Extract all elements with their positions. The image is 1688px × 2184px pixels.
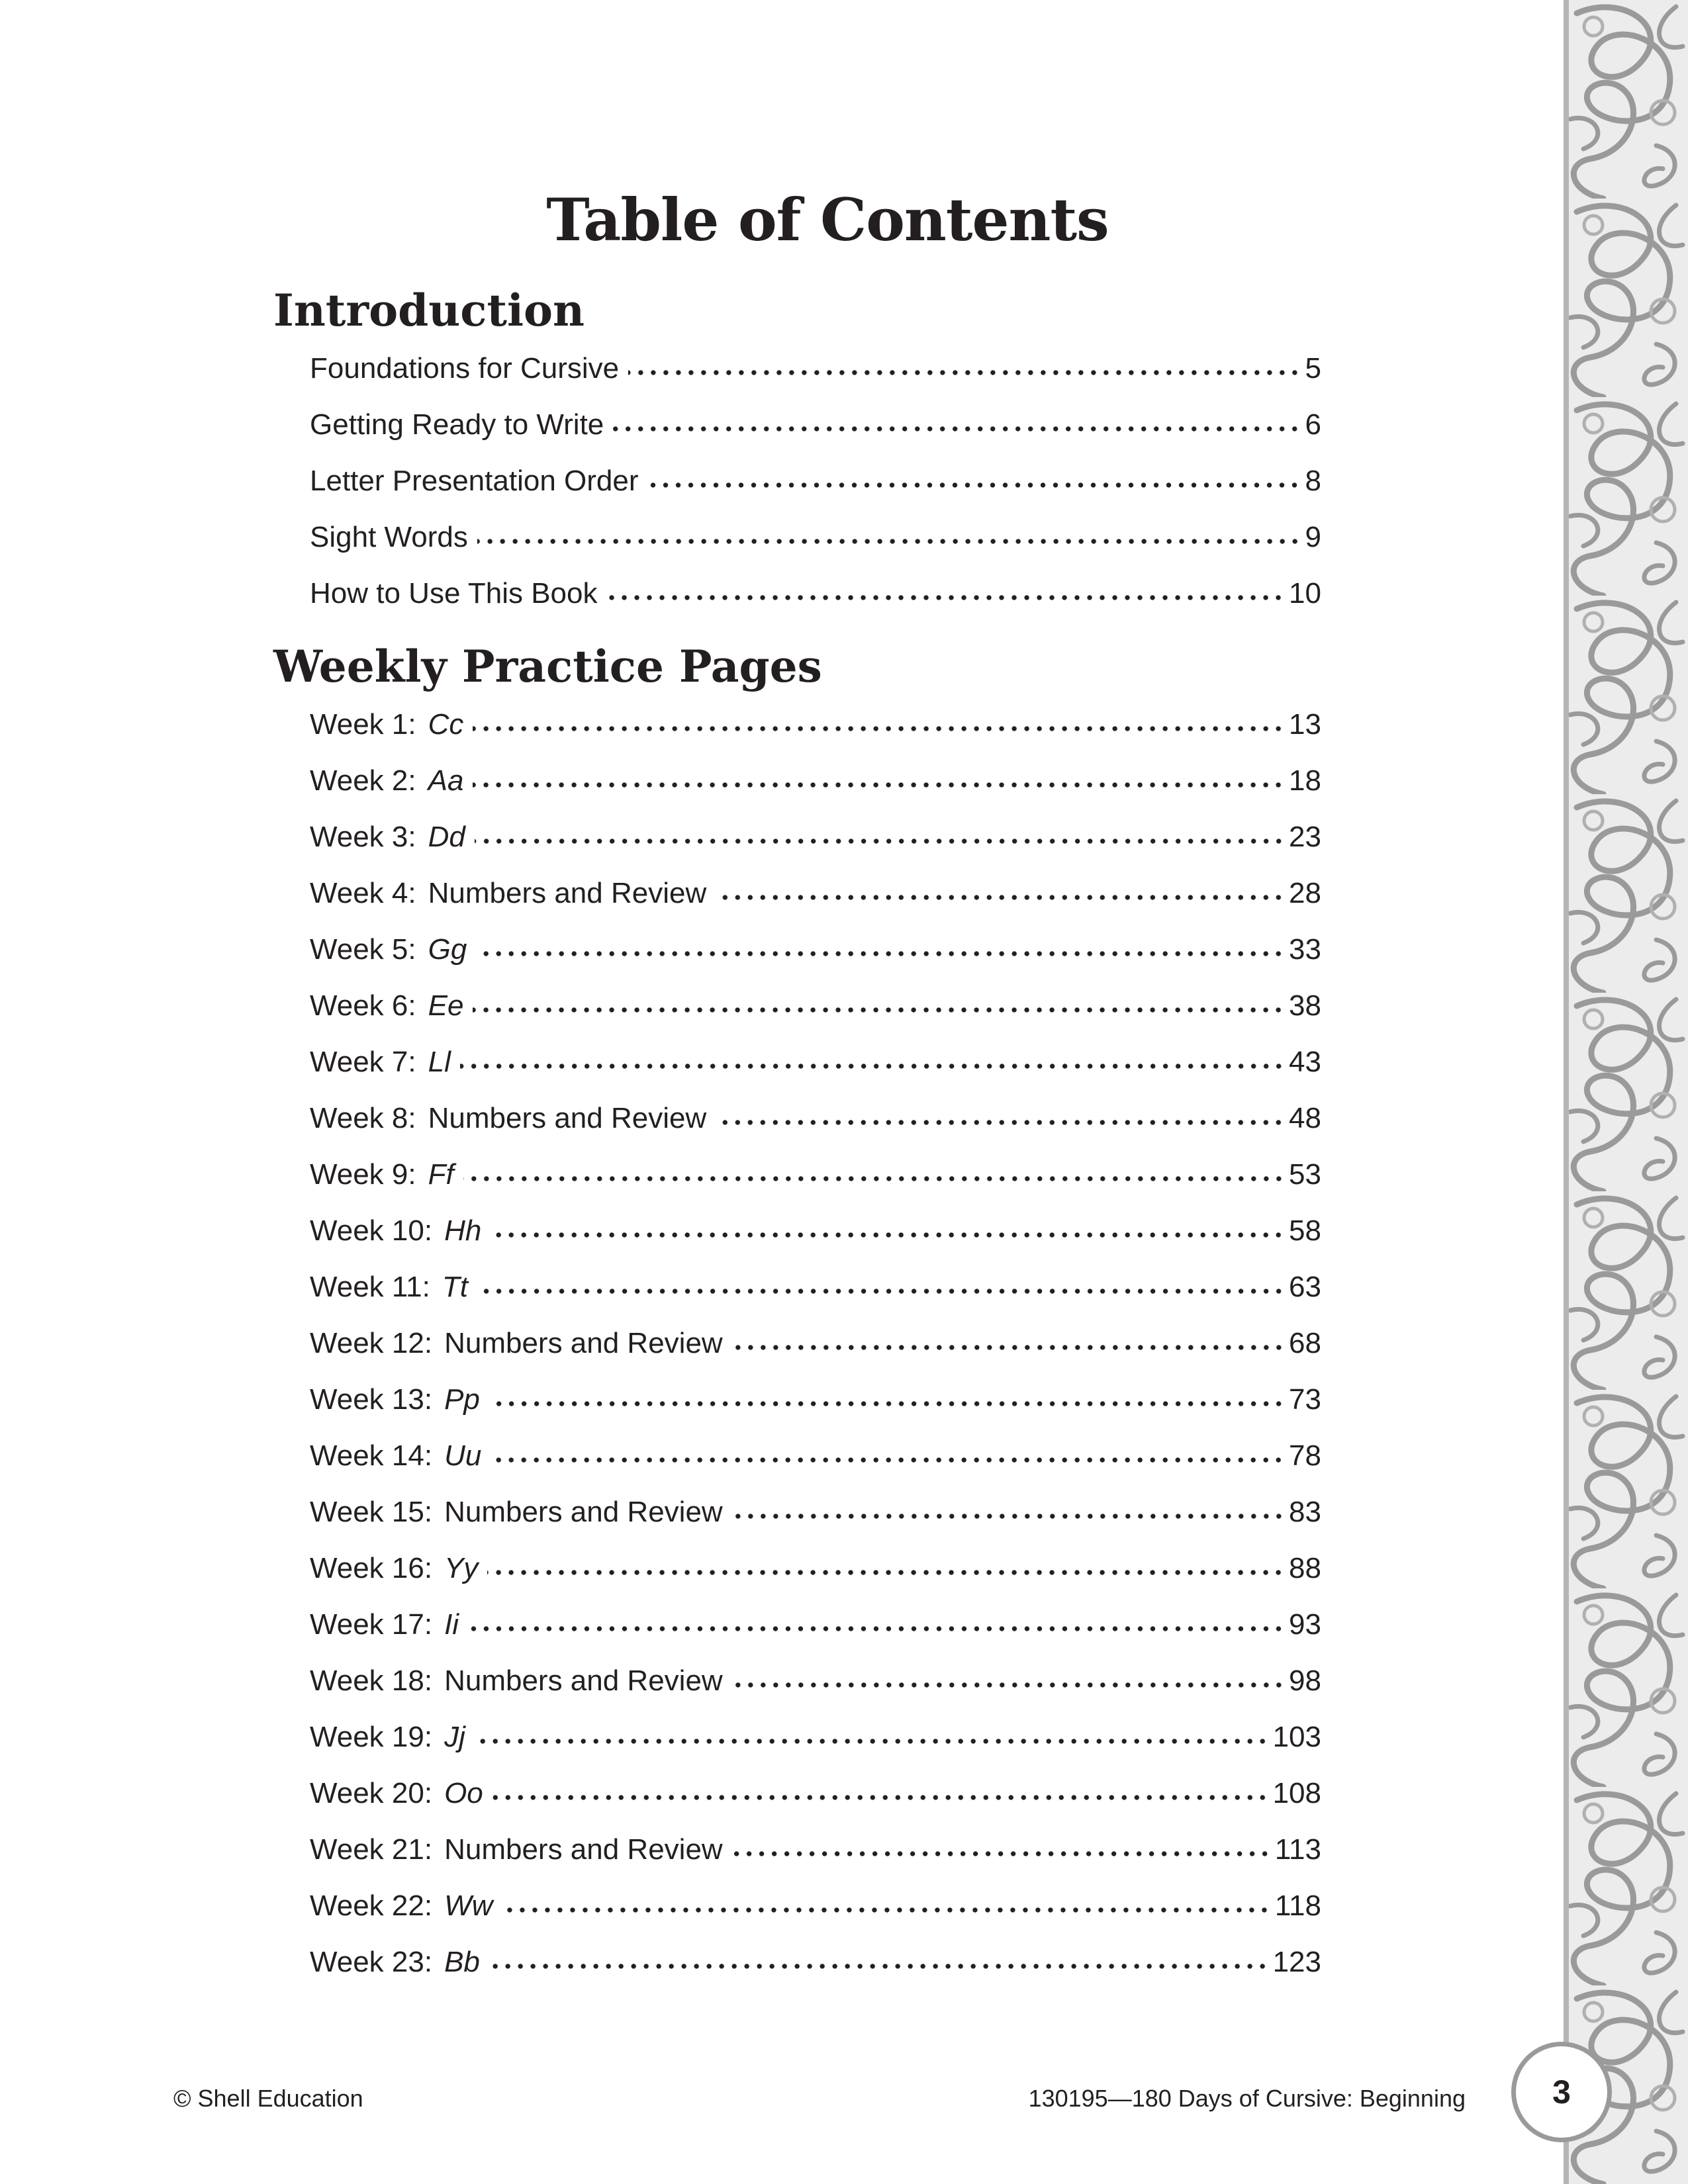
toc-entry [310, 1102, 1321, 1158]
toc-entry-label [310, 1102, 706, 1135]
week-number: Week 20: [310, 1777, 433, 1809]
toc-entry [310, 708, 1321, 764]
dot-leader [606, 594, 1285, 602]
week-topic: Uu [444, 1439, 482, 1472]
toc-page-number: 73 [1289, 1383, 1321, 1416]
toc-page-number: 13 [1289, 708, 1321, 741]
toc-page-number: 88 [1289, 1552, 1321, 1584]
toc-entry [310, 1777, 1321, 1833]
toc-entry [310, 1327, 1321, 1383]
toc-entry [310, 1889, 1321, 1946]
toc-entry-label [310, 1046, 451, 1079]
dot-leader [475, 837, 1285, 845]
week-topic: Numbers and Review [444, 1496, 723, 1528]
week-number: Week 14: [310, 1439, 433, 1472]
toc-page-number: 78 [1289, 1439, 1321, 1472]
toc-entry-label [310, 1327, 723, 1360]
toc-page-number: 103 [1272, 1721, 1321, 1753]
toc-page-number: 43 [1289, 1046, 1321, 1078]
week-topic: Tt [442, 1271, 468, 1303]
toc-entry [310, 1496, 1321, 1552]
footer-book-title: 130195—180 Days of Cursive: Beginning [1028, 2085, 1466, 2112]
dot-leader [491, 1231, 1285, 1239]
toc-page-number: 5 [1305, 352, 1321, 385]
toc-entry [310, 1158, 1321, 1214]
toc-entry [310, 1046, 1321, 1102]
toc-entry-label [310, 1383, 480, 1416]
page-title: Table of Contents [546, 185, 1109, 254]
footer-publisher: © Shell Education [173, 2085, 363, 2112]
toc-entry [310, 989, 1321, 1046]
week-topic: Oo [444, 1777, 483, 1809]
toc-list-introduction [310, 352, 1321, 633]
dot-leader [732, 1681, 1285, 1689]
week-topic: Ii [444, 1608, 459, 1641]
dot-leader [732, 1512, 1285, 1520]
toc-entry-label [310, 1889, 492, 1923]
toc-entry [310, 1439, 1321, 1496]
toc-entry-label [310, 1777, 483, 1810]
toc-entry [310, 877, 1321, 933]
week-topic: Yy [444, 1552, 479, 1584]
week-topic: Pp [444, 1383, 480, 1416]
toc-entry-label [310, 933, 467, 966]
week-number: Week 6: [310, 989, 416, 1022]
toc-entry [310, 352, 1321, 408]
week-topic: Dd [428, 821, 465, 853]
toc-entry [310, 764, 1321, 821]
toc-entry-label [310, 1439, 481, 1473]
week-topic: Gg [428, 933, 467, 966]
toc-page-number: 18 [1289, 764, 1321, 797]
toc-entry-label: How to Use This Book [310, 577, 598, 610]
border-edge-line [1564, 0, 1569, 2184]
toc-entry [310, 408, 1321, 465]
week-number: Week 9: [310, 1158, 416, 1191]
toc-entry-label [310, 708, 463, 741]
week-number: Week 5: [310, 933, 416, 966]
toc-page-number: 48 [1289, 1102, 1321, 1134]
toc-page-number: 6 [1305, 408, 1321, 441]
dot-leader [476, 950, 1285, 958]
week-topic: Ww [444, 1889, 493, 1922]
dot-leader [732, 1850, 1271, 1858]
toc-page-number: 28 [1289, 877, 1321, 909]
toc-page-number: 63 [1289, 1271, 1321, 1303]
dot-leader [732, 1343, 1285, 1351]
toc-entry-label [310, 1946, 480, 1979]
week-number: Week 22: [310, 1889, 433, 1922]
dot-leader [489, 1962, 1269, 1970]
week-number: Week 13: [310, 1383, 433, 1416]
toc-page-number: 83 [1289, 1496, 1321, 1528]
toc-entry-label: Letter Presentation Order [310, 465, 639, 497]
toc-entry-label [310, 1552, 478, 1585]
week-topic: Numbers and Review [428, 877, 707, 909]
toc-entry [310, 1552, 1321, 1608]
week-number: Week 21: [310, 1833, 433, 1866]
toc-entry [310, 577, 1321, 633]
toc-page-number: 113 [1274, 1833, 1321, 1866]
dot-leader [716, 1118, 1285, 1126]
dot-leader [716, 893, 1285, 901]
toc-entry-label [310, 821, 465, 854]
toc-entry [310, 1608, 1321, 1664]
dot-leader [473, 725, 1285, 733]
week-topic: Numbers and Review [444, 1664, 723, 1697]
toc-entry-label [310, 764, 463, 797]
toc-page-number: 38 [1289, 989, 1321, 1022]
week-number: Week 23: [310, 1946, 433, 1978]
toc-entry-label [310, 877, 706, 910]
dot-leader [491, 1456, 1285, 1464]
toc-entry-label: Foundations for Cursive [310, 352, 620, 385]
dot-leader [473, 1006, 1285, 1014]
toc-entry [310, 1664, 1321, 1721]
toc-entry-label [310, 1496, 723, 1529]
dot-leader [473, 781, 1285, 789]
toc-page-number: 98 [1289, 1664, 1321, 1697]
week-number: Week 15: [310, 1496, 433, 1528]
toc-list-weekly-practice [310, 708, 1321, 2002]
week-topic: Numbers and Review [428, 1102, 707, 1134]
week-topic: Ff [428, 1158, 454, 1191]
toc-entry [310, 521, 1321, 577]
toc-entry [310, 1721, 1321, 1777]
dot-leader [487, 1569, 1285, 1576]
week-number: Week 19: [310, 1721, 433, 1753]
toc-entry-label [310, 989, 463, 1023]
toc-entry-label [310, 1664, 723, 1698]
toc-entry-label [310, 1158, 454, 1191]
toc-page-number: 53 [1289, 1158, 1321, 1191]
toc-page-number: 93 [1289, 1608, 1321, 1641]
toc-page-number: 9 [1305, 521, 1321, 553]
week-number: Week 3: [310, 821, 416, 853]
toc-entry-label: Getting Ready to Write [310, 408, 604, 441]
week-number: Week 12: [310, 1327, 433, 1359]
dot-leader [463, 1175, 1285, 1183]
dot-leader [477, 1287, 1285, 1295]
dot-leader [628, 369, 1301, 377]
toc-page-number: 58 [1289, 1214, 1321, 1247]
section-heading-introduction: Introduction [273, 285, 585, 336]
week-topic: Ee [428, 989, 464, 1022]
toc-entry-label [310, 1608, 459, 1641]
week-topic: Cc [428, 708, 464, 741]
week-number: Week 4: [310, 877, 416, 909]
toc-entry [310, 933, 1321, 989]
toc-entry-label [310, 1271, 468, 1304]
week-topic: Bb [444, 1946, 480, 1978]
dot-leader [502, 1906, 1270, 1914]
dot-leader [460, 1062, 1285, 1070]
toc-page-number: 68 [1289, 1327, 1321, 1359]
toc-entry-label [310, 1214, 481, 1248]
toc-entry [310, 1946, 1321, 2002]
dot-leader [613, 425, 1301, 433]
week-number: Week 10: [310, 1214, 433, 1247]
week-topic: Ll [428, 1046, 451, 1078]
section-heading-weekly-practice: Weekly Practice Pages [273, 641, 822, 692]
toc-entry [310, 1214, 1321, 1271]
week-number: Week 1: [310, 708, 416, 741]
week-topic: Numbers and Review [444, 1833, 723, 1866]
dot-leader [477, 537, 1301, 545]
decorative-swirl-border [1564, 0, 1688, 2184]
page-number-badge: 3 [1511, 2042, 1612, 2142]
dot-leader [475, 1737, 1269, 1745]
week-number: Week 7: [310, 1046, 416, 1078]
week-topic: Aa [428, 764, 464, 797]
week-number: Week 8: [310, 1102, 416, 1134]
week-number: Week 17: [310, 1608, 433, 1641]
toc-page-number: 118 [1274, 1889, 1321, 1922]
week-number: Week 2: [310, 764, 416, 797]
swirl-pattern-icon [1564, 0, 1688, 2184]
dot-leader [492, 1794, 1269, 1801]
week-topic: Hh [444, 1214, 482, 1247]
toc-entry [310, 821, 1321, 877]
toc-page-number: 33 [1289, 933, 1321, 966]
dot-leader [468, 1625, 1285, 1633]
toc-page-number: 123 [1272, 1946, 1321, 1978]
toc-entry [310, 1833, 1321, 1889]
week-number: Week 16: [310, 1552, 433, 1584]
toc-entry [310, 1271, 1321, 1327]
toc-page-number: 23 [1289, 821, 1321, 853]
toc-entry-label [310, 1833, 723, 1866]
toc-entry-label [310, 1721, 465, 1754]
toc-page-number: 108 [1272, 1777, 1321, 1809]
week-number: Week 11: [310, 1271, 430, 1303]
toc-entry [310, 1383, 1321, 1439]
toc-entry [310, 465, 1321, 521]
dot-leader [489, 1400, 1285, 1408]
toc-entry-label: Sight Words [310, 521, 468, 553]
week-topic: Jj [444, 1721, 465, 1753]
week-number: Week 18: [310, 1664, 433, 1697]
toc-page-number: 8 [1305, 465, 1321, 497]
week-topic: Numbers and Review [444, 1327, 723, 1359]
toc-page-number: 10 [1289, 577, 1321, 610]
dot-leader [647, 481, 1301, 489]
